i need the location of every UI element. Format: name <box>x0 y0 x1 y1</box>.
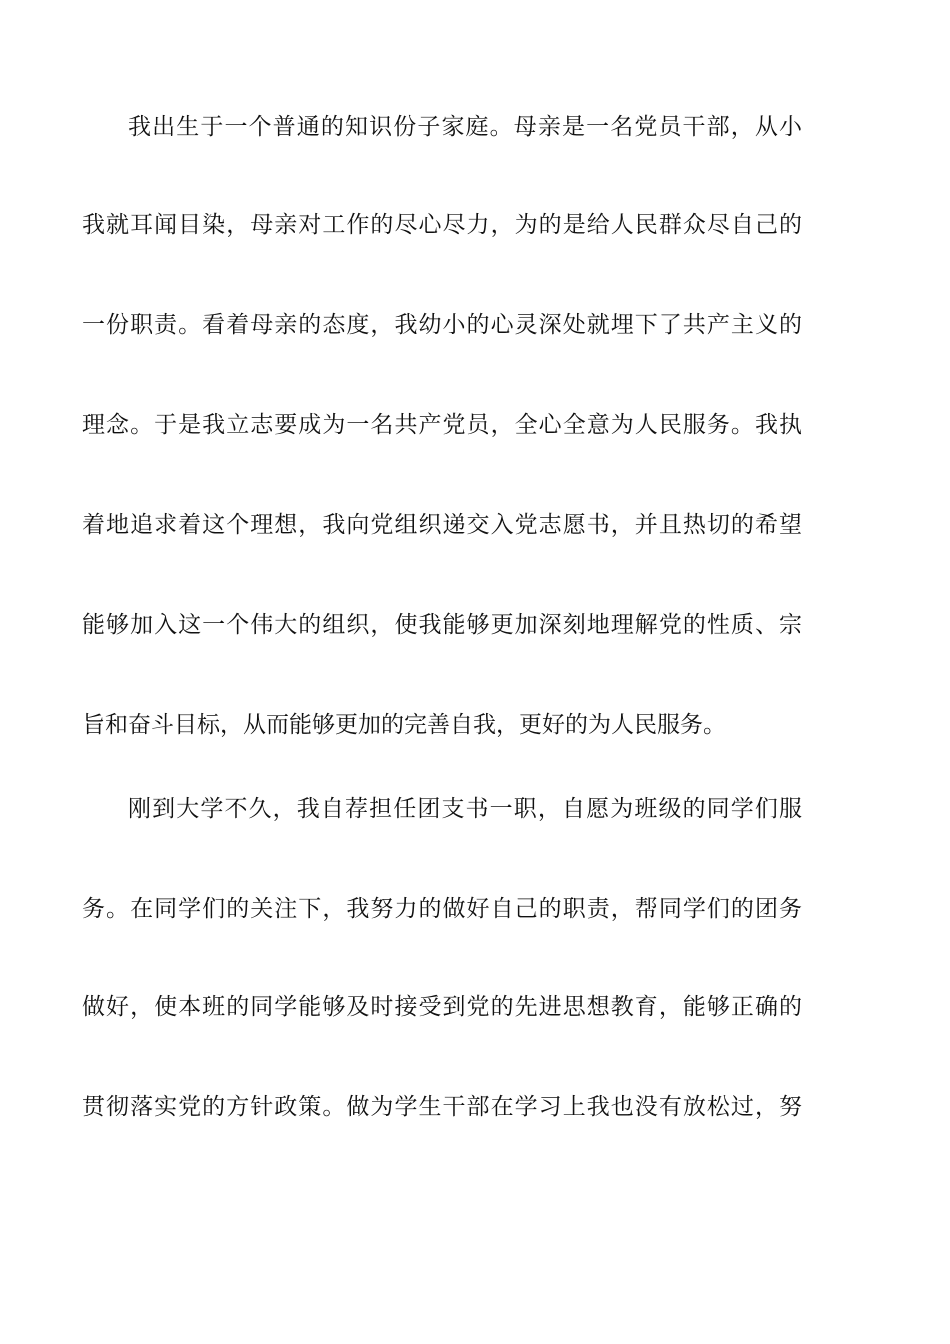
text-line: 我出生于一个普通的知识份子家庭。母亲是一名党员干部，从小 <box>128 114 802 140</box>
text-line: 着地追求着这个理想，我向党组织递交入党志愿书，并且热切的希望 <box>82 512 802 538</box>
text-line: 刚到大学不久，我自荐担任团支书一职，自愿为班级的同学们服 <box>128 796 802 822</box>
text-line: 做好，使本班的同学能够及时接受到党的先进思想教育，能够正确的 <box>82 994 802 1020</box>
text-line: 一份职责。看着母亲的态度，我幼小的心灵深处就埋下了共产主义的 <box>82 312 802 338</box>
text-line: 我就耳闻目染，母亲对工作的尽心尽力，为的是给人民群众尽自己的 <box>82 212 802 238</box>
text-line: 贯彻落实党的方针政策。做为学生干部在学习上我也没有放松过，努 <box>82 1094 802 1120</box>
text-line: 务。在同学们的关注下，我努力的做好自己的职责，帮同学们的团务 <box>82 896 802 922</box>
text-line: 旨和奋斗目标，从而能够更加的完善自我，更好的为人民服务。 <box>82 712 726 738</box>
text-line: 理念。于是我立志要成为一名共产党员，全心全意为人民服务。我执 <box>82 412 802 438</box>
text-line: 能够加入这一个伟大的组织，使我能够更加深刻地理解党的性质、宗 <box>82 612 802 638</box>
